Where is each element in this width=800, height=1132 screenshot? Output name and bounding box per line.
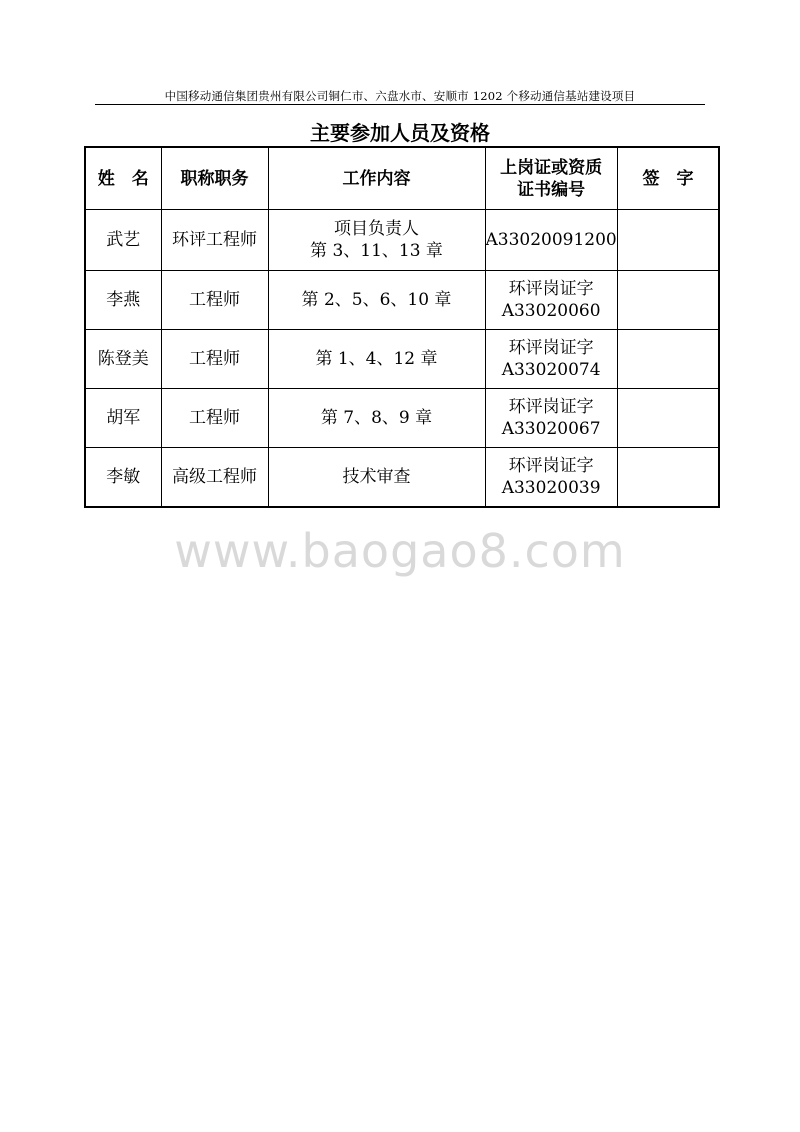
cell-signature [617,389,719,448]
cell-cert-line: 环评岗证字 [508,456,594,476]
cell-work-line: 第 2、5、6、10 章 [301,290,452,310]
cell-cert-line: A33020074 [501,360,601,380]
header-rule [95,104,705,105]
cell-cert-line: A33020091200 [485,230,617,250]
cell-signature [617,210,719,271]
column-header-sign: 签 字 [617,147,719,210]
cell-cert-line: A33020060 [501,301,601,321]
cell-signature [617,330,719,389]
cell-work-line: 项目负责人 [334,219,419,239]
cell-cert [485,448,617,508]
cell-name: 陈登美 [85,330,161,389]
cell-cert-line: 环评岗证字 [508,397,594,417]
document-title: 主要参加人员及资格 [310,121,490,145]
cell-title: 高级工程师 [161,448,268,508]
cell-cert [485,389,617,448]
cell-work-line: 技术审查 [342,467,411,487]
cell-name: 李燕 [85,271,161,330]
table-row [85,389,719,448]
cell-work-line: 第 1、4、12 章 [315,349,438,369]
table-row [85,448,719,508]
cell-name: 武艺 [85,210,161,271]
table-header-row [85,147,719,210]
cell-work [268,210,485,271]
cell-work [268,271,485,330]
cell-name: 李敏 [85,448,161,508]
cell-title: 工程师 [161,271,268,330]
column-header-work: 工作内容 [268,147,485,210]
table-row [85,330,719,389]
column-header-cert: 上岗证或资质 证书编号 [485,147,617,210]
table-row [85,271,719,330]
cell-cert [485,271,617,330]
cell-cert-line: A33020039 [501,478,601,498]
cell-work-line: 第 7、8、9 章 [320,408,433,428]
cell-cert [485,210,617,271]
cell-cert-line: 环评岗证字 [508,338,594,358]
cell-name: 胡军 [85,389,161,448]
column-header-title: 职称职务 [161,147,268,210]
cell-title: 环评工程师 [161,210,268,271]
watermark-text: www.baogao8.com [174,524,626,578]
cell-work-line: 第 3、11、13 章 [310,241,443,261]
cell-signature [617,271,719,330]
cell-title: 工程师 [161,389,268,448]
table-row [85,210,719,271]
cell-cert-line: A33020067 [501,419,601,439]
cell-title: 工程师 [161,330,268,389]
cell-signature [617,448,719,508]
cell-cert [485,330,617,389]
staff-qualification-table [84,146,720,508]
cell-cert-line: 环评岗证字 [508,279,594,299]
cell-work [268,330,485,389]
column-header-name: 姓 名 [85,147,161,210]
page-header-text: 中国移动通信集团贵州有限公司铜仁市、六盘水市、安顺市 1202 个移动通信基站建设项目 [164,89,636,103]
cell-work [268,448,485,508]
cell-work [268,389,485,448]
